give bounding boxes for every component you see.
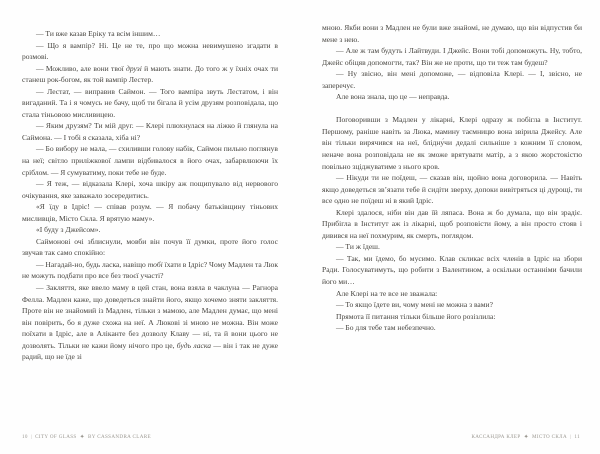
running-title-right: МІСТО СКЛА [531,434,568,440]
right-paragraph [322,207,582,242]
left-paragraph [22,40,278,63]
body-text: «І буду з Джейсом». [36,225,101,235]
page-left-textblock [22,28,278,363]
body-text: Поговоривши з Мадлен у лікарні, Клері одразу ж побігла в Інститут. Першому, раніше навіть за Люка, мамину таємницю вона звірила Джейсу. Але він тільки вирячився на неї, блідну́чи дедалі сильніше з кожним її словом, неначе вона розповідала не як зможе врятувати матір, а з якою жорстокістю повільно зціджуватиме з нього кров. [322,115,582,171]
right-paragraph [322,45,582,68]
body-text: їхати в Ідріс? Чому Мадлен та Люк не можуть подбати про все без твоєї участі? [22,259,278,281]
page-right-textblock [322,22,582,334]
left-paragraph [22,63,278,86]
left-paragraph [22,178,278,201]
running-author-left: BY CASSANDRA CLARE [88,434,152,440]
left-paragraph [22,236,278,259]
body-text: Клері здалося, ніби він дав їй ляпаса. Вона ж бо думала, що він зрадіє. Прибігла в Інститут аж із лікарні, щоб розповісти йому, а він просто стояв і дивився на неї похмурим, як смерть, поглядом. [322,207,582,240]
body-text: Але Клері на те все не зважала: [336,288,438,298]
footer-left [22,433,151,440]
right-paragraph [322,253,582,288]
left-paragraph [22,86,278,121]
body-text: — То якщо їдете ви, чому мені не можна з вами? [336,300,493,310]
right-paragraph [322,299,582,311]
right-paragraph [322,288,582,300]
body-text: — Що я вампір? Ні. Це не те, про що можна невимушено згадати в розмові. [22,40,278,62]
body-text: — Можливо, але вони твої [36,63,127,73]
emphasis-text: будь ласка [176,340,211,350]
footer-right [472,433,580,440]
running-author-right: КАССАНДРА КЛЕР [471,434,521,440]
emphasis-text: тобі [147,259,163,269]
body-text: — Яким друзям? Ти мій друг. — Клері плюхнулася на ліжко й глянула на Саймона. — І тобі я сказала, хіба ні? [22,121,278,142]
body-text: й мають знати. До того ж у їхніх очах ти станеш рок-богом, як той вампір Лестер. [22,63,278,85]
body-text: — Ну звісно, він мені допоможе, — відповіла Клері. — І, звісно, не заперечує. [322,69,582,90]
right-paragraph [322,22,582,45]
body-text: мною. Якби вони з Мадлен не були вже знайомі, не думаю, що він відпустив би мене з нею. [322,23,582,44]
body-text: — Так, ми їдемо, бо мусимо. Клав скликає всіх членів в Ідріс на збори Ради. Голосуватимуть, що робити з Валентином, а оскільки останніми бачили його ми… [322,253,582,286]
body-text: — він і так не дуже радий, що не їде зі [22,340,278,362]
folio-left: 10 [22,434,28,440]
footer-separator-bar-left: | [30,434,33,440]
body-text: — Бо вибору не мала, — схиливши голову набік, Саймон пильно поглянув на неї; світло приліжкової лампи відбивалося в його очах, забарвлюючи їх сріблом. — Я сумуватиму, поки тебе не буде. [22,144,278,177]
body-text: — Я теж, — відказала Клері, хоча шкіру аж пощипувало від нервового очікування, яке заважало зосередитись. [22,179,278,200]
left-paragraph [22,120,278,143]
body-text: — Нагадай-но, будь ласка, навіщо [36,259,148,269]
fleuron-icon: ✦ [79,434,85,441]
right-paragraph [322,114,582,172]
right-paragraph [322,91,582,103]
body-text: — Лестат, — виправив Саймон. — Того вампіра звуть Лестатом, і він вигаданий. Та і я чомусь не бачу, щоб ти бігала й усім друзям розповідала, що стала тіньовою мисливицею. [22,86,278,119]
fleuron-icon: ✦ [523,434,529,441]
left-paragraph [22,143,278,178]
page-right [300,0,600,454]
left-paragraph [22,259,278,282]
right-paragraph [322,311,582,323]
right-paragraph [322,241,582,253]
body-text: — Але ж там будуть і Лайтвуди. І Джейс. Вони тобі допоможуть. Ну, тобто, Джейс обіцяв допомогти, так? Він же не проти, що ти теж там будеш? [322,46,582,67]
right-paragraph [322,322,582,334]
left-paragraph [22,282,278,363]
right-paragraph [322,68,582,91]
body-text: — Ти вже казав Еріку та всім іншим… [36,29,161,38]
body-text: — Ти ж їдеш. [336,242,380,252]
left-paragraph [22,224,278,236]
footer-separator-bar-right: | [570,434,572,440]
left-paragraph [22,28,278,40]
left-paragraph [22,201,278,224]
running-title-left: CITY OF GLASS [35,434,77,440]
body-text: — Нікуди ти не поїдеш, — сказав він, щойно вона договорила. — Навіть якщо доведеться зв’язати тебе й сидіти зверху, допоки вивітряться ці дурощі, ти все одно не поїдеш ні в який Ідріс. [322,173,582,206]
body-text: Саймонові очі зблиснули, мовби він почув її думки, проте його голос звучав так само спокійно: [22,236,278,258]
right-paragraph [322,172,582,207]
body-text: Прямота її питання тільки більше його розізлила: [336,311,496,321]
emphasis-text: друзі [126,63,142,73]
body-text: — Бо для тебе там небезпечно. [336,323,436,333]
folio-right: 11 [574,434,580,440]
body-text: — Закляття, яке ввело маму в цей стан, вона взяла в чаклуна — Рагнора Фелла. Мадлен каже, що доведеться знайти його, якщо хочемо зняти закляття. Проте він не знайомий із Мадлен, тільки з мамою, але Мадлен думає, що мені він повірить, бо я дуже схожа на неї. А Люкові зі мною не можна. Він може поїхати в Ідріс, але в Аліканте без дозволу Клаву — ні, та й вони цього не дозволять. Тільки не кажи йому нічого про це, [22,283,278,350]
body-text: «Я їду в Ідріс! — співав розум. — Я побачу батьківщину тіньових мисливців, Місто Скла. Я врятую маму». [22,202,278,223]
body-text: Але вона знала, що це — неправда. [336,92,450,102]
